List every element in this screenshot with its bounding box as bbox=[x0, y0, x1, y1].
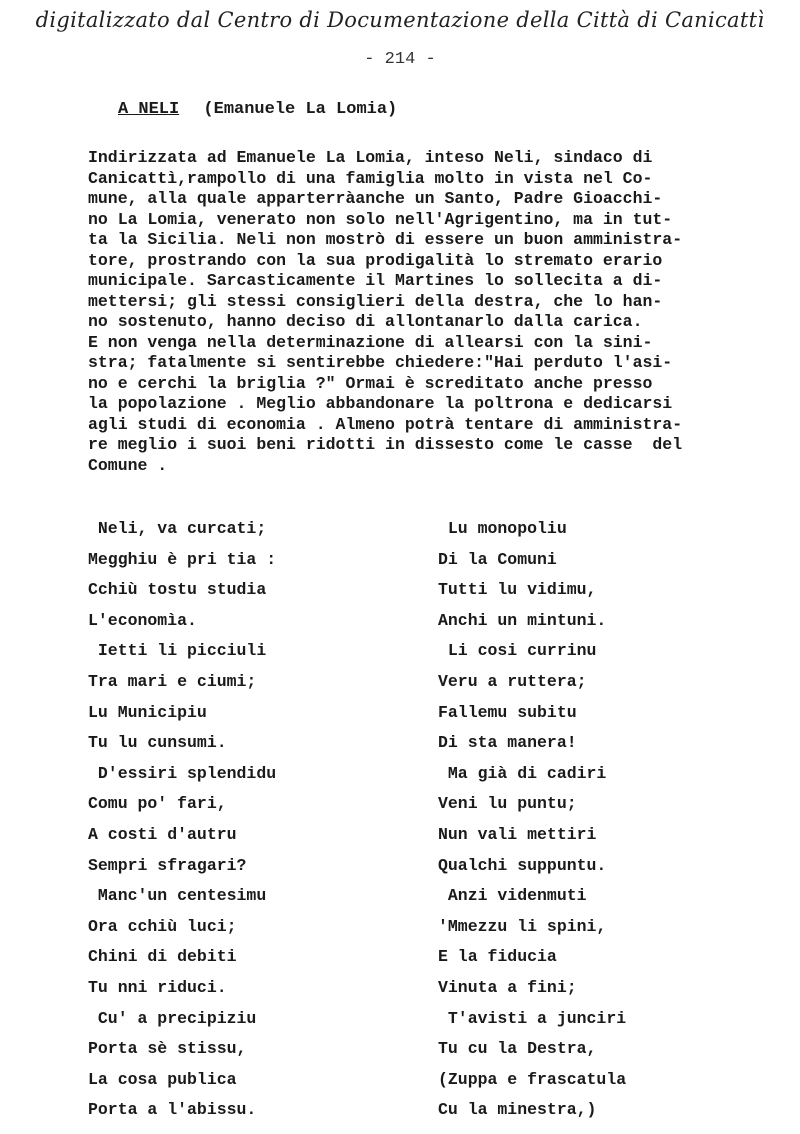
intro-line: agli studi di economia . Almeno potrà tentare di amministra- bbox=[88, 414, 683, 434]
poem-verse: Manc'un centesimu bbox=[88, 886, 267, 906]
intro-line: tore, prostrando con la sua prodigalità lo stremato erario bbox=[88, 250, 663, 270]
poem-verse: (Zuppa e frascatula bbox=[438, 1069, 627, 1089]
poem-verse: Di sta manera! bbox=[438, 733, 577, 753]
poem-verse: Tra mari e ciumi; bbox=[88, 671, 257, 691]
poem-column-left bbox=[88, 514, 408, 1126]
intro-line: municipale. Sarcasticamente il Martines lo sollecita a di- bbox=[88, 271, 663, 290]
digitization-note: digitalizzato dal Centro di Documentazione della Città di Canicattì bbox=[35, 8, 765, 32]
poem-verse: Cu la minestra,) bbox=[438, 1100, 597, 1120]
page-number: - 214 - bbox=[364, 50, 436, 69]
poem-verse: Sempri sfragari? bbox=[88, 855, 247, 875]
poem-verse: Fallemu subitu bbox=[438, 702, 577, 722]
intro-line: re meglio i suoi beni ridotti in dissesto come le casse del bbox=[88, 435, 683, 454]
intro-line: no e cerchi la briglia ?" Ormai è screditato anche presso bbox=[88, 373, 653, 393]
poem-verse: Neli, va curcati; bbox=[88, 519, 267, 538]
intro-line: Comune . bbox=[88, 455, 168, 475]
intro-line: mettersi; gli stessi consiglieri della destra, che lo han- bbox=[88, 291, 663, 311]
poem-verse: Tu lu cunsumi. bbox=[88, 733, 227, 753]
poem-verse: Qualchi suppuntu. bbox=[438, 855, 607, 875]
poem-verse: Tu nni riduci. bbox=[88, 977, 227, 997]
poem-title-subtitle: (Emanuele La Lomia) bbox=[203, 100, 398, 119]
poem-column-right bbox=[438, 514, 758, 1126]
intro-line: no La Lomia, venerato non solo nell'Agrigentino, ma in tut- bbox=[88, 209, 673, 229]
poem-verse: La cosa publica bbox=[88, 1069, 237, 1089]
poem-verse: 'Mmezzu li spini, bbox=[438, 916, 607, 936]
poem-verse: T'avisti a junciri bbox=[438, 1008, 627, 1028]
poem-verse: Lu monopoliu bbox=[438, 519, 567, 538]
poem-verse: Ma già di cadiri bbox=[438, 763, 607, 783]
intro-line: Indirizzata ad Emanuele La Lomia, inteso Neli, sindaco di bbox=[88, 148, 653, 167]
intro-line: Canicattì,rampollo di una famiglia molto in vista nel Co- bbox=[88, 168, 653, 188]
poem-verse: Chini di debiti bbox=[88, 947, 237, 967]
intro-line: la popolazione . Meglio abbandonare la poltrona e dedicarsi bbox=[88, 394, 673, 413]
poem-verse: Cchiù tostu studia bbox=[88, 580, 267, 600]
poem-verse: Porta a l'abissu. bbox=[88, 1100, 257, 1120]
poem-verse: Anchi un mintuni. bbox=[438, 610, 607, 630]
poem-verse: Tu cu la Destra, bbox=[438, 1039, 597, 1059]
poem-title bbox=[118, 100, 397, 119]
poem-verse: Ietti li picciuli bbox=[88, 641, 267, 661]
poem-verse: L'economìa. bbox=[88, 610, 197, 630]
intro-line: mune, alla quale apparterràanche un Santo, Padre Gioacchi- bbox=[88, 189, 663, 208]
poem-verse: Tutti lu vidimu, bbox=[438, 580, 597, 600]
poem-verse: D'essiri splendidu bbox=[88, 763, 277, 783]
intro-line: ta la Sicilia. Neli non mostrò di essere un buon amministra- bbox=[88, 230, 683, 249]
poem-verse: Cu' a precipiziu bbox=[88, 1008, 257, 1028]
poem-verse: Vinuta a fini; bbox=[438, 977, 577, 997]
poem-verse: Comu po' fari, bbox=[88, 794, 227, 814]
poem-title-main: A NELI bbox=[118, 100, 180, 119]
poem-verse: Li cosi currinu bbox=[438, 641, 597, 661]
poem-verse: Megghiu è pri tia : bbox=[88, 549, 277, 569]
intro-paragraph bbox=[88, 148, 738, 476]
poem-verse: Veru a ruttera; bbox=[438, 671, 587, 691]
intro-line: E non venga nella determinazione di allearsi con la sini- bbox=[88, 332, 653, 352]
poem-verse: Nun vali mettiri bbox=[438, 824, 597, 844]
poem-verse: Porta sè stissu, bbox=[88, 1039, 247, 1059]
intro-line: no sostenuto, hanno deciso di allontanarlo dalla carica. bbox=[88, 312, 643, 331]
poem-verse: Anzi videnmuti bbox=[438, 886, 587, 906]
poem-verse: E la fiducia bbox=[438, 947, 557, 967]
poem-verse: Ora cchiù luci; bbox=[88, 916, 237, 936]
poem-verse: Veni lu puntu; bbox=[438, 794, 577, 814]
poem-verse: Di la Comuni bbox=[438, 549, 557, 569]
poem-verse: Lu Municipiu bbox=[88, 702, 207, 722]
poem-verse: A costi d'autru bbox=[88, 824, 237, 844]
intro-line: stra; fatalmente si sentirebbe chiedere:"Hai perduto l'asi- bbox=[88, 353, 673, 372]
